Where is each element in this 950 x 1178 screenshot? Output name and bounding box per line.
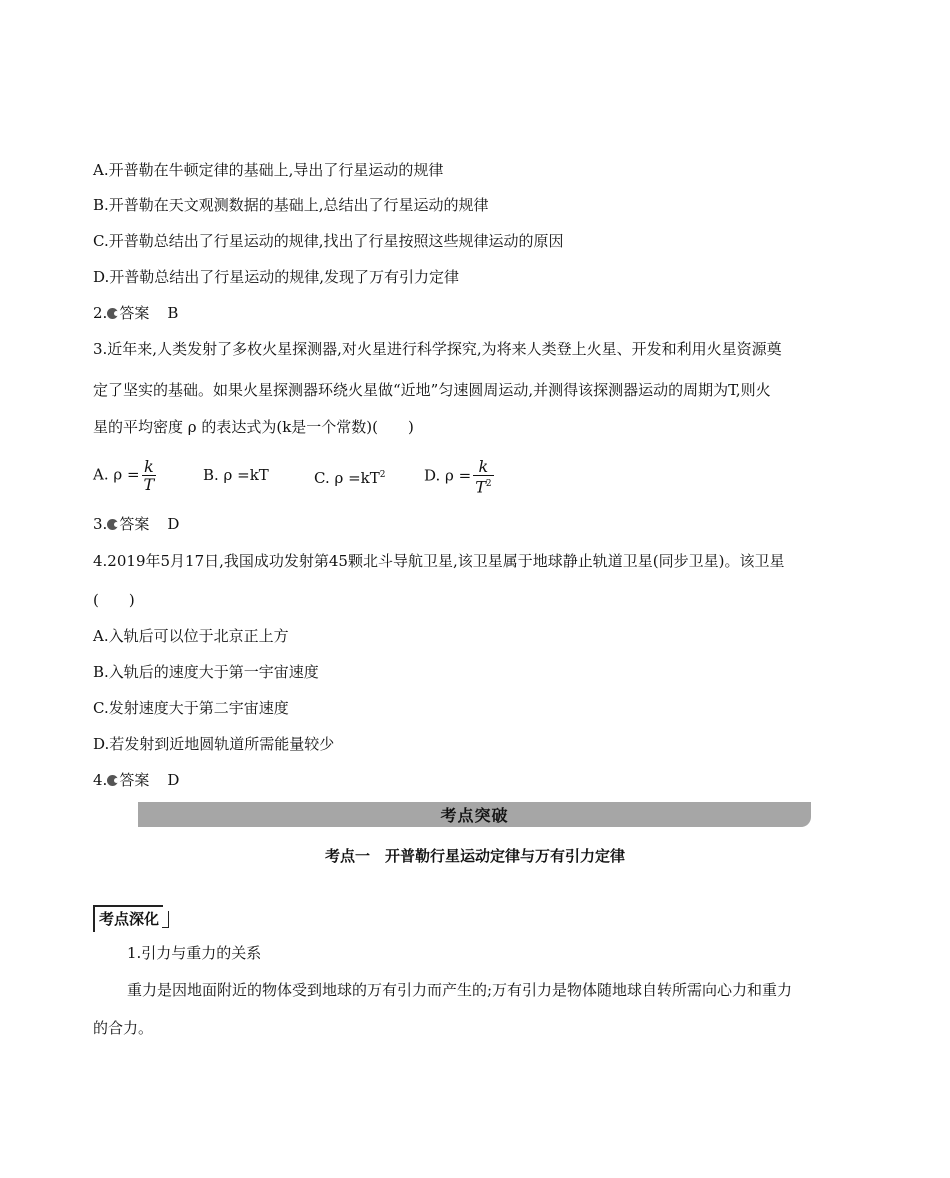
q1-option-d: D.开普勒总结出了行星运动的规律,发现了万有引力定律 [93, 268, 460, 286]
q4-text-line1: 4.2019年5月17日,我国成功发射第45颗北斗导航卫星,该卫星属于地球静止轨道卫星(同步卫星)。该卫星 [93, 552, 785, 570]
answer-number: 4. [93, 771, 108, 789]
answer-label: 答案 [119, 304, 150, 322]
q4-option-d: D.若发射到近地圆轨道所需能量较少 [93, 735, 335, 753]
paragraph-line2: 的合力。 [93, 1019, 154, 1037]
q3-option-b: B. ρ =kT [203, 466, 269, 484]
section-header-bar [138, 802, 811, 827]
q1-option-c: C.开普勒总结出了行星运动的规律,找出了行星按照这些规律运动的原因 [93, 232, 564, 250]
answer-3 [93, 514, 179, 534]
fraction-k-over-t: $\frac{k}{T}$ [143, 457, 155, 494]
option-a-prefix: A. ρ = [93, 465, 140, 484]
answer-value: D [167, 515, 180, 533]
q3-option-d [424, 458, 494, 495]
q4-option-c: C.发射速度大于第二宇宙速度 [93, 699, 289, 717]
q1-option-a: A.开普勒在牛顿定律的基础上,导出了行星运动的规律 [93, 161, 444, 179]
answer-2 [93, 303, 178, 323]
q4-option-a: A.入轨后可以位于北京正上方 [93, 627, 289, 645]
answer-icon [107, 308, 118, 319]
section-title: 考点突破 [440, 806, 509, 825]
q3-option-c: C. $\rho =kT^2$ [314, 469, 386, 487]
q3-options [93, 452, 613, 496]
answer-4 [93, 770, 179, 790]
fraction-k-over-t-squared: $\frac{k}{T^2}$ [475, 457, 492, 497]
answer-label: 答案 [119, 771, 150, 789]
answer-number: 3. [93, 515, 108, 533]
answer-value: B [167, 304, 179, 322]
answer-icon [107, 519, 118, 530]
q1-option-b: B.开普勒在天文观测数据的基础上,总结出了行星运动的规律 [93, 196, 489, 214]
option-d-prefix: D. ρ = [424, 466, 472, 485]
q3-text-line1: 3.近年来,人类发射了多枚火星探测器,对火星进行科学探究,为将来人类登上火星、开发和利用火星资源奠 [93, 340, 782, 358]
q3-text-line2: 定了坚实的基础。如果火星探测器环绕火星做“近地”匀速圆周运动,并测得该探测器运动的周期为T,则火 [93, 381, 771, 399]
kaodian-title: 考点一 开普勒行星运动定律与万有引力定律 [324, 847, 625, 865]
q3-text-line3: 星的平均密度 ρ 的表达式为(k是一个常数)( ) [93, 418, 414, 436]
answer-label: 答案 [119, 515, 150, 533]
subsection-title: 1.引力与重力的关系 [127, 944, 262, 962]
answer-number: 2. [93, 304, 108, 322]
q4-text-line2: ( ) [93, 591, 135, 609]
q3-option-a [93, 458, 156, 493]
q4-option-b: B.入轨后的速度大于第一宇宙速度 [93, 663, 319, 681]
paragraph-line1: 重力是因地面附近的物体受到地球的万有引力而产生的;万有引力是物体随地球自转所需向心力和重力 [127, 981, 793, 999]
kaodian-shenhua-tag: 考点深化 [93, 905, 163, 932]
answer-value: D [167, 771, 180, 789]
answer-icon [107, 775, 118, 786]
